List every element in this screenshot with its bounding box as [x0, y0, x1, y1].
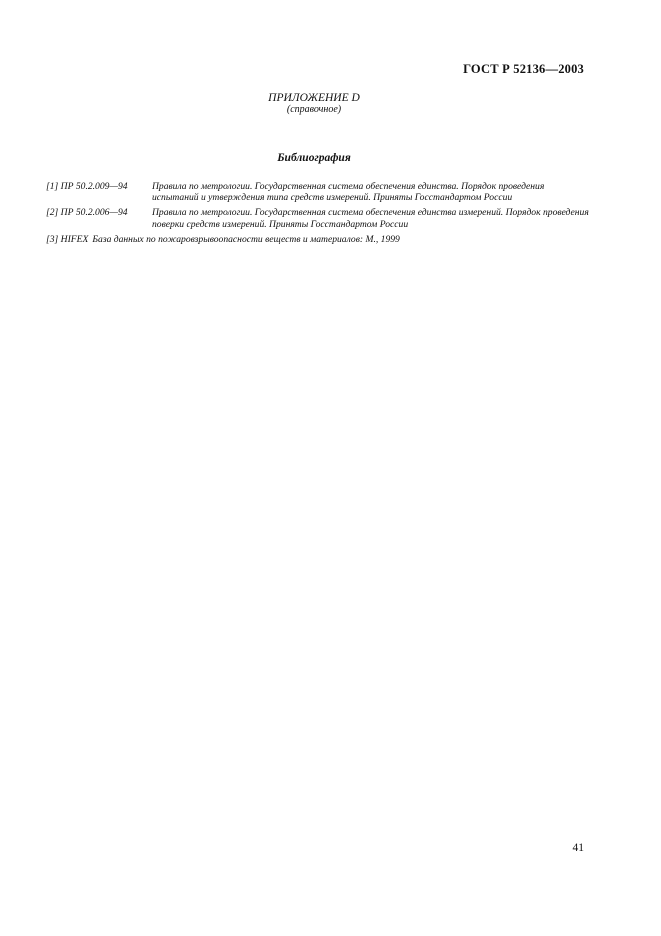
reference-text: Правила по метрологии. Государственная система обеспечения единства. Порядок проведения испытаний и утверждения типа средств измерений. Приняты Госстандартом России: [152, 181, 545, 204]
bibliography-list: [46, 181, 592, 249]
reference-text: База данных по пожаровзрывоопасности веществ и материалов: М., 1999: [92, 233, 400, 245]
reference-code: [1] ПР 50.2.009—94: [46, 181, 128, 192]
bibliography-item: [46, 234, 592, 245]
bibliography-item: [46, 207, 592, 229]
document-header: ГОСТ Р 52136—2003: [463, 62, 584, 76]
bibliography-title: Библиография: [277, 152, 351, 164]
appendix-subtitle: (справочное): [286, 104, 342, 115]
page-number: 41: [572, 842, 584, 854]
reference-code: [3] HIFEX: [46, 233, 89, 245]
reference-code: [2] ПР 50.2.006—94: [46, 207, 128, 219]
appendix-title: ПРИЛОЖЕНИЕ D: [268, 92, 360, 104]
reference-text: Правила по метрологии. Государственная система обеспечения единства измерений. Порядок проведения поверки средств измерений. Приняты Госстандартом России: [152, 207, 589, 230]
bibliography-item: [46, 181, 592, 203]
appendix-heading: [0, 93, 628, 115]
